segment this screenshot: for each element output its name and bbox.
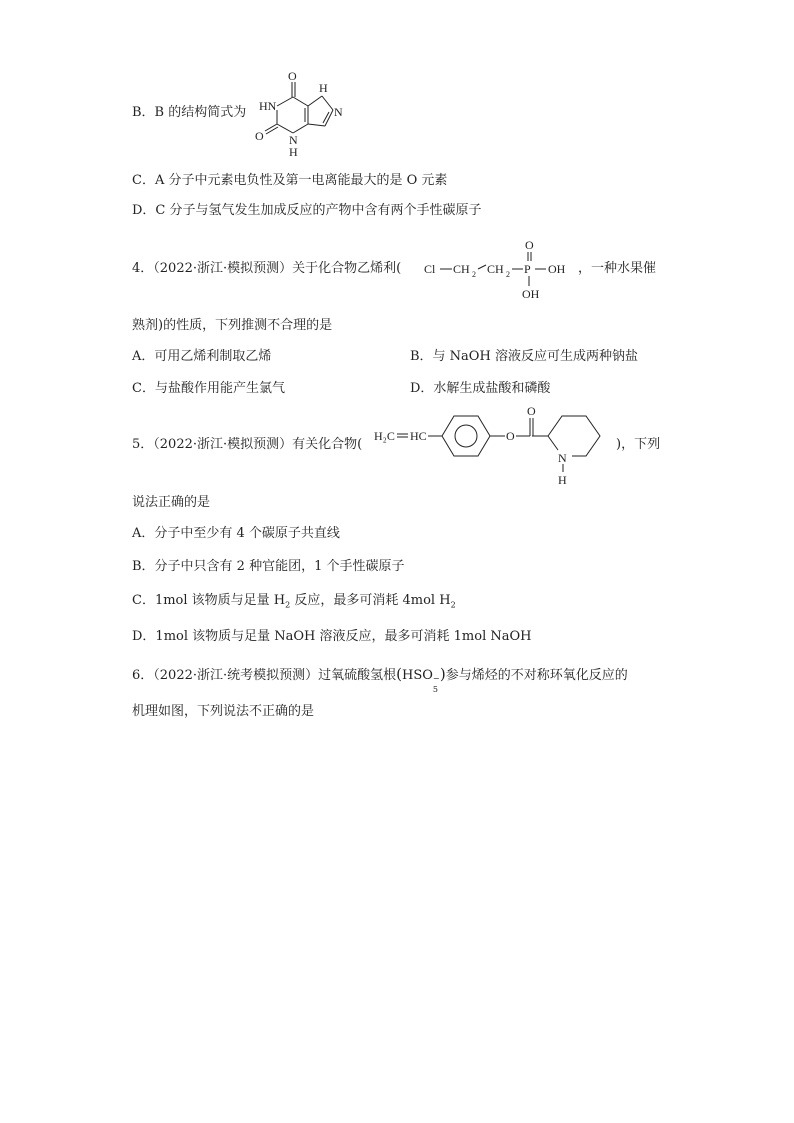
q4-option-d: D．水解生成盐酸和磷酸 [410,381,551,396]
q4-struct-oh-right: OH [548,262,566,276]
q6-stem-line1: 6．（2022·浙江·统考模拟预测）过氧硫酸氢根(HSO − 5 )参与烯烃的不对称环氧化反应的 [132,665,628,685]
q4-stem-prefix: 4．（2022·浙江·模拟预测）关于化合物乙烯利( [132,261,402,276]
q6-ion-charge: − [432,674,440,683]
q3-option-d: D．C 分子与氢气发生加成反应的产物中含有两个手性碳原子 [132,203,482,218]
q5-option-c-sub1: 2 [285,600,291,610]
q4-struct-sub-1: 2 [472,270,476,279]
q4-struct-cl: Cl [424,262,436,276]
q5-struct-h: H [558,473,567,487]
q4-option-c: C．与盐酸作用能产生氯气 [132,381,285,396]
q5-stem-line2: 说法正确的是 [132,495,211,510]
q5-struct-h2c: H₂C [374,429,395,443]
q4-option-a: A．可用乙烯利制取乙烯 [132,349,272,364]
q4-struct-ch-2: CH [487,262,504,276]
q3-struct-n-right: N [334,105,343,119]
q5-struct-o-ester: O [506,429,515,443]
q3-struct-h-bottom: H [289,145,298,158]
q5-stem-suffix: )，下列 [616,437,661,452]
q4-stem-line2: 熟剂)的性质，下列推测不合理的是 [132,318,333,333]
q5-option-c [132,592,456,615]
q3-struct-o-top: O [288,69,297,83]
q3-structure-b [255,66,355,162]
q6-stem-suffix: 参与烯烃的不对称环氧化反应的 [445,668,628,683]
q5-stem-line1 [132,436,362,454]
q3-option-c: C．A 分子中元素电负性及第一电离能最大的是 O 元素 [132,173,448,188]
q3-option-b-text: B．B 的结构简式为 [132,105,247,120]
q5-option-b: B．分子中只含有 2 种官能团，1 个手性碳原子 [132,559,405,574]
q4-struct-o: O [525,238,534,252]
q5-struct-o-carbonyl: O [527,404,536,418]
q5-option-c-sub2: 2 [450,600,456,610]
q5-stem-prefix: 5．（2022·浙江·模拟预测）有关化合物( [132,437,363,452]
q5-option-a: A．分子中至少有 4 个碳原子共直线 [132,526,340,541]
q5-option-c-part1: C．1mol 该物质与足量 H [132,593,286,608]
q3-struct-o-left: O [255,129,264,143]
q6-stem-line2: 机理如图，下列说法不正确的是 [132,704,315,719]
q3-struct-hn: HN [259,99,277,113]
q4-struct-oh-bottom: OH [522,287,540,301]
q5-struct-n: N [558,451,567,465]
q4-structure-ethephon [420,236,580,306]
q5-option-c-part2: 反应，最多可消耗 4mol H [290,593,451,608]
q5-option-d: D．1mol 该物质与足量 NaOH 溶液反应，最多可消耗 1mol NaOH [132,629,532,644]
q4-struct-sub-2: 2 [506,270,510,279]
q4-option-b: B．与 NaOH 溶液反应可生成两种钠盐 [410,349,638,364]
q4-stem-suffix: ，一种水果催 [578,261,657,276]
q6-stem-prefix: 6．（2022·浙江·统考模拟预测）过氧硫酸氢根 [132,668,397,683]
q4-stem-line1 [132,260,401,278]
q4-struct-p: P [524,262,531,276]
q6-ion: HSO [401,668,433,683]
q5-structure [372,402,624,492]
q3-option-b [132,104,246,122]
q3-struct-h-top: H [319,81,328,95]
q4-struct-ch-1: CH [453,262,470,276]
q6-ion-subscript: 5 [432,685,438,694]
q5-struct-hc: HC [410,429,427,443]
q3-struct-n-bottom: N [289,133,298,147]
